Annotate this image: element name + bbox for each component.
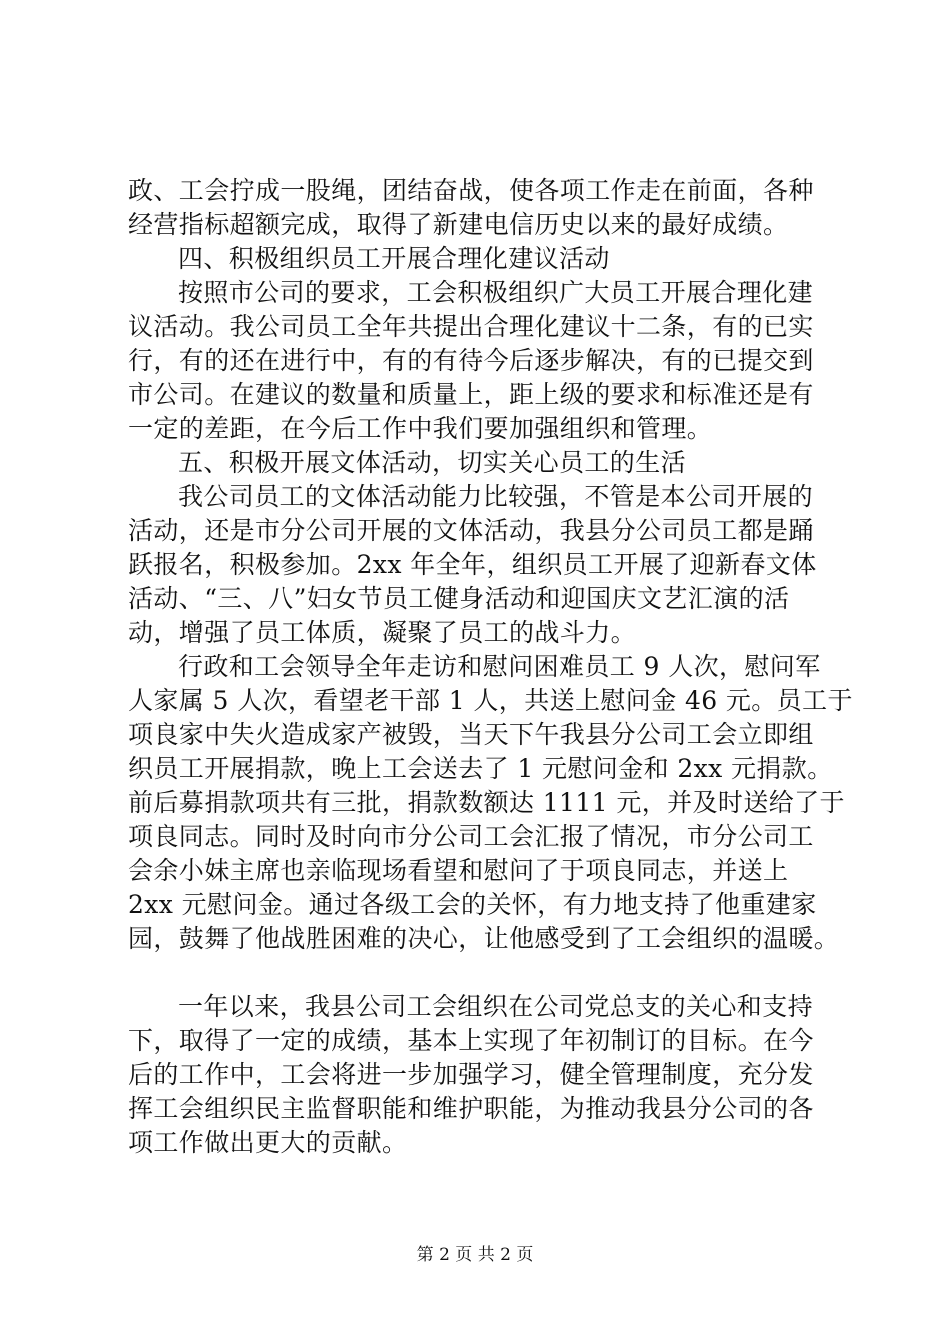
body-text-line: 动，增强了员工体质，凝聚了员工的战斗力。 bbox=[128, 618, 637, 647]
body-text-line: 活动，还是市分公司开展的文体活动，我县分公司员工都是踊 bbox=[128, 516, 814, 545]
section-heading-5: 五、积极开展文体活动，切实关心员工的生活 bbox=[178, 448, 687, 477]
body-text-line: 跃报名，积极参加。2xx 年全年，组织员工开展了迎新春文体 bbox=[128, 550, 817, 579]
body-text-line: 下，取得了一定的成绩，基本上实现了年初制订的目标。在今 bbox=[128, 1026, 814, 1055]
body-text-line: 园，鼓舞了他战胜困难的决心，让他感受到了工会组织的温暖。 bbox=[128, 924, 840, 953]
body-text-line: 挥工会组织民主监督职能和维护职能，为推动我县分公司的各 bbox=[128, 1094, 814, 1123]
body-text-line: 项良家中失火造成家产被毁，当天下午我县分公司工会立即组 bbox=[128, 720, 814, 749]
page-number-footer: 第 2 页 共 2 页 bbox=[416, 1245, 534, 1265]
body-text-line: 我公司员工的文体活动能力比较强，不管是本公司开展的 bbox=[178, 482, 814, 511]
body-text-line: 一年以来，我县公司工会组织在公司党总支的关心和支持 bbox=[178, 992, 814, 1021]
body-text-line: 2xx 元慰问金。通过各级工会的关怀，有力地支持了他重建家 bbox=[128, 890, 817, 919]
body-text-line: 议活动。我公司员工全年共提出合理化建议十二条，有的已实 bbox=[128, 312, 814, 341]
body-text-line: 按照市公司的要求，工会积极组织广大员工开展合理化建 bbox=[178, 278, 814, 307]
body-text-line: 前后募捐款项共有三批，捐款数额达 1111 元，并及时送给了于 bbox=[128, 788, 845, 817]
body-text-line: 行，有的还在进行中，有的有待今后逐步解决，有的已提交到 bbox=[128, 346, 814, 375]
body-text-line: 行政和工会领导全年走访和慰问困难员工 9 人次，慰问军 bbox=[178, 652, 821, 681]
body-text-line: 经营指标超额完成，取得了新建电信历史以来的最好成绩。 bbox=[128, 210, 789, 239]
body-text-line: 项良同志。同时及时向市分公司工会汇报了情况，市分公司工 bbox=[128, 822, 814, 851]
body-text-line: 后的工作中，工会将进一步加强学习，健全管理制度，充分发 bbox=[128, 1060, 814, 1089]
body-text-line: 一定的差距，在今后工作中我们要加强组织和管理。 bbox=[128, 414, 713, 443]
body-text-line: 活动、“三、八”妇女节员工健身活动和迎国庆文艺汇演的活 bbox=[128, 584, 790, 613]
section-heading-4: 四、积极组织员工开展合理化建议活动 bbox=[178, 244, 610, 273]
body-text-line: 人家属 5 人次，看望老干部 1 人，共送上慰问金 46 元。员工于 bbox=[128, 686, 853, 715]
body-text-line: 政、工会拧成一股绳，团结奋战，使各项工作走在前面，各种 bbox=[128, 176, 814, 205]
body-text-line: 会余小妹主席也亲临现场看望和慰问了于项良同志，并送上 bbox=[128, 856, 789, 885]
body-text-line: 织员工开展捐款，晚上工会送去了 1 元慰问金和 2xx 元捐款。 bbox=[128, 754, 833, 783]
body-text-line: 项工作做出更大的贡献。 bbox=[128, 1128, 408, 1157]
body-text-line: 市公司。在建议的数量和质量上，距上级的要求和标准还是有 bbox=[128, 380, 814, 409]
